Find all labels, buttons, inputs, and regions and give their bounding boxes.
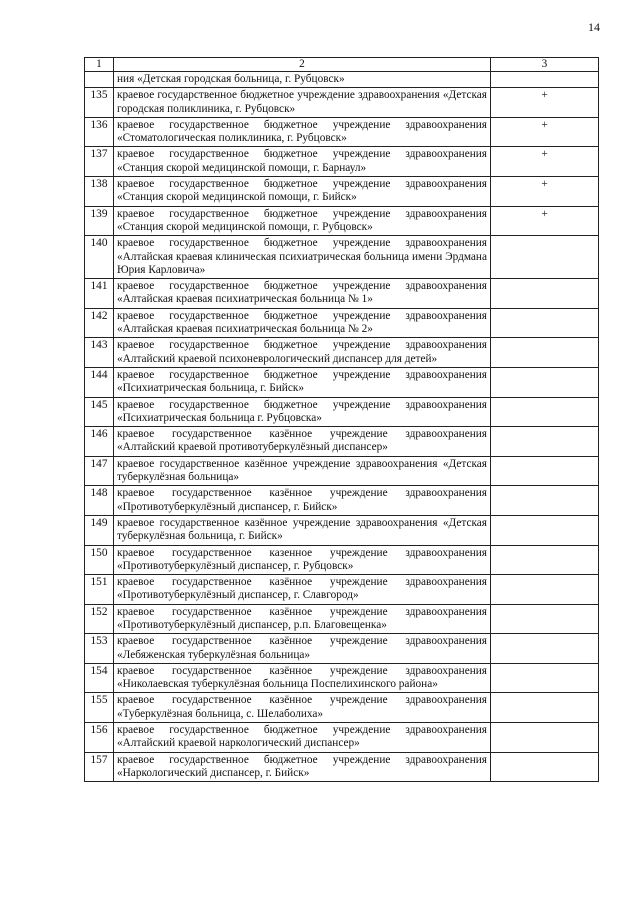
table-row — [85, 575, 599, 605]
row-institution-name: краевое государственное бюджетное учреждение здравоохранения «Психиатрическая больница, г. Бийск» — [114, 367, 491, 397]
row-institution-name: краевое государственное казённое учреждение здравоохранения «Детская туберкулёзная больница, г. Бийск» — [114, 515, 491, 545]
page-number: 14 — [588, 20, 600, 34]
table-row — [85, 515, 599, 545]
row-mark — [491, 427, 599, 457]
row-institution-name: краевое государственное бюджетное учреждение здравоохранения «Алтайская краевая психиатрическая больница № 1» — [114, 279, 491, 309]
row-mark: + — [491, 88, 599, 118]
row-institution-name: краевое государственное казённое учреждение здравоохранения «Противотуберкулёзный диспансер, р.п. Благовещенка» — [114, 604, 491, 634]
row-institution-name: краевое государственное казённое учреждение здравоохранения «Туберкулёзная больница, с. Шелаболиха» — [114, 693, 491, 723]
row-institution-name: краевое государственное казённое учреждение здравоохранения «Противотуберкулёзный диспансер, г. Бийск» — [114, 486, 491, 516]
row-mark — [491, 72, 599, 88]
row-institution-name: краевое государственное бюджетное учреждение здравоохранения «Психиатрическая больница г. Рубцовска» — [114, 397, 491, 427]
row-number: 139 — [85, 206, 114, 236]
row-mark — [491, 634, 599, 664]
table-row — [85, 236, 599, 279]
table-row — [85, 397, 599, 427]
row-institution-name: краевое государственное бюджетное учреждение здравоохранения «Станция скорой медицинской помощи, г. Бийск» — [114, 177, 491, 207]
row-institution-name: краевое государственное бюджетное учреждение здравоохранения «Алтайский краевой наркологический диспансер» — [114, 723, 491, 753]
column-header-number: 1 — [85, 58, 114, 72]
row-mark — [491, 752, 599, 782]
row-mark — [491, 663, 599, 693]
table-row — [85, 279, 599, 309]
table-row — [85, 693, 599, 723]
row-mark — [491, 338, 599, 368]
row-mark — [491, 693, 599, 723]
row-mark — [491, 486, 599, 516]
row-institution-name: краевое государственное бюджетное учреждение здравоохранения «Детская городская поликлиника, г. Рубцовск» — [114, 88, 491, 118]
column-header-name: 2 — [114, 58, 491, 72]
table-row — [85, 663, 599, 693]
row-number: 150 — [85, 545, 114, 575]
row-number: 148 — [85, 486, 114, 516]
table-header-row — [85, 58, 599, 72]
row-institution-name: краевое государственное казённое учреждение здравоохранения «Противотуберкулёзный диспансер, г. Славгород» — [114, 575, 491, 605]
row-institution-name: краевое государственное бюджетное учреждение здравоохранения «Алтайский краевой психоневрологический диспансер для детей» — [114, 338, 491, 368]
row-institution-name: краевое государственное казённое учреждение здравоохранения «Детская туберкулёзная больница» — [114, 456, 491, 486]
column-header-mark: 3 — [491, 58, 599, 72]
row-number: 154 — [85, 663, 114, 693]
row-number: 149 — [85, 515, 114, 545]
row-number — [85, 72, 114, 88]
row-mark: + — [491, 206, 599, 236]
table-row — [85, 604, 599, 634]
row-mark: + — [491, 117, 599, 147]
table-row — [85, 117, 599, 147]
row-institution-name: краевое государственное казённое учреждение здравоохранения «Алтайский краевой противотуберкулёзный диспансер» — [114, 427, 491, 457]
row-mark — [491, 397, 599, 427]
row-mark — [491, 604, 599, 634]
table-row — [85, 147, 599, 177]
row-institution-name: краевое государственное бюджетное учреждение здравоохранения «Станция скорой медицинской помощи, г. Рубцовск» — [114, 206, 491, 236]
row-number: 155 — [85, 693, 114, 723]
table-row — [85, 545, 599, 575]
row-mark — [491, 236, 599, 279]
row-institution-name: краевое государственное казенное учреждение здравоохранения «Противотуберкулёзный диспансер, г. Рубцовск» — [114, 545, 491, 575]
row-number: 138 — [85, 177, 114, 207]
table-row — [85, 486, 599, 516]
row-institution-name: ния «Детская городская больница, г. Рубцовск» — [114, 72, 491, 88]
row-number: 156 — [85, 723, 114, 753]
row-mark: + — [491, 147, 599, 177]
row-institution-name: краевое государственное казённое учреждение здравоохранения «Николаевская туберкулёзная больница Поспелихинского района» — [114, 663, 491, 693]
row-number: 144 — [85, 367, 114, 397]
table-row — [85, 338, 599, 368]
row-number: 137 — [85, 147, 114, 177]
row-mark — [491, 308, 599, 338]
table-row — [85, 634, 599, 664]
row-institution-name: краевое государственное бюджетное учреждение здравоохранения «Стоматологическая поликлиника, г. Рубцовск» — [114, 117, 491, 147]
table-row — [85, 308, 599, 338]
table-row — [85, 206, 599, 236]
row-institution-name: краевое государственное бюджетное учреждение здравоохранения «Алтайская краевая клиническая психиатрическая больница имени Эрдмана Юрия Карловича» — [114, 236, 491, 279]
table-row — [85, 456, 599, 486]
row-number: 151 — [85, 575, 114, 605]
row-number: 147 — [85, 456, 114, 486]
table-row — [85, 752, 599, 782]
row-number: 141 — [85, 279, 114, 309]
table-row — [85, 427, 599, 457]
institutions-table — [84, 57, 599, 782]
row-mark — [491, 279, 599, 309]
row-institution-name: краевое государственное казённое учреждение здравоохранения «Лебяженская туберкулёзная больница» — [114, 634, 491, 664]
row-number: 145 — [85, 397, 114, 427]
row-institution-name: краевое государственное бюджетное учреждение здравоохранения «Алтайская краевая психиатрическая больница № 2» — [114, 308, 491, 338]
row-mark — [491, 575, 599, 605]
row-mark: + — [491, 177, 599, 207]
table-row — [85, 177, 599, 207]
table-row — [85, 723, 599, 753]
row-number: 140 — [85, 236, 114, 279]
table-row-continuation — [85, 72, 599, 88]
row-institution-name: краевое государственное бюджетное учреждение здравоохранения «Станция скорой медицинской помощи, г. Барнаул» — [114, 147, 491, 177]
table-row — [85, 88, 599, 118]
row-number: 157 — [85, 752, 114, 782]
row-number: 146 — [85, 427, 114, 457]
row-mark — [491, 515, 599, 545]
table-row — [85, 367, 599, 397]
row-number: 142 — [85, 308, 114, 338]
row-mark — [491, 367, 599, 397]
row-mark — [491, 456, 599, 486]
row-mark — [491, 545, 599, 575]
row-mark — [491, 723, 599, 753]
row-number: 135 — [85, 88, 114, 118]
row-number: 143 — [85, 338, 114, 368]
row-institution-name: краевое государственное бюджетное учреждение здравоохранения «Наркологический диспансер, г. Бийск» — [114, 752, 491, 782]
row-number: 136 — [85, 117, 114, 147]
row-number: 153 — [85, 634, 114, 664]
row-number: 152 — [85, 604, 114, 634]
